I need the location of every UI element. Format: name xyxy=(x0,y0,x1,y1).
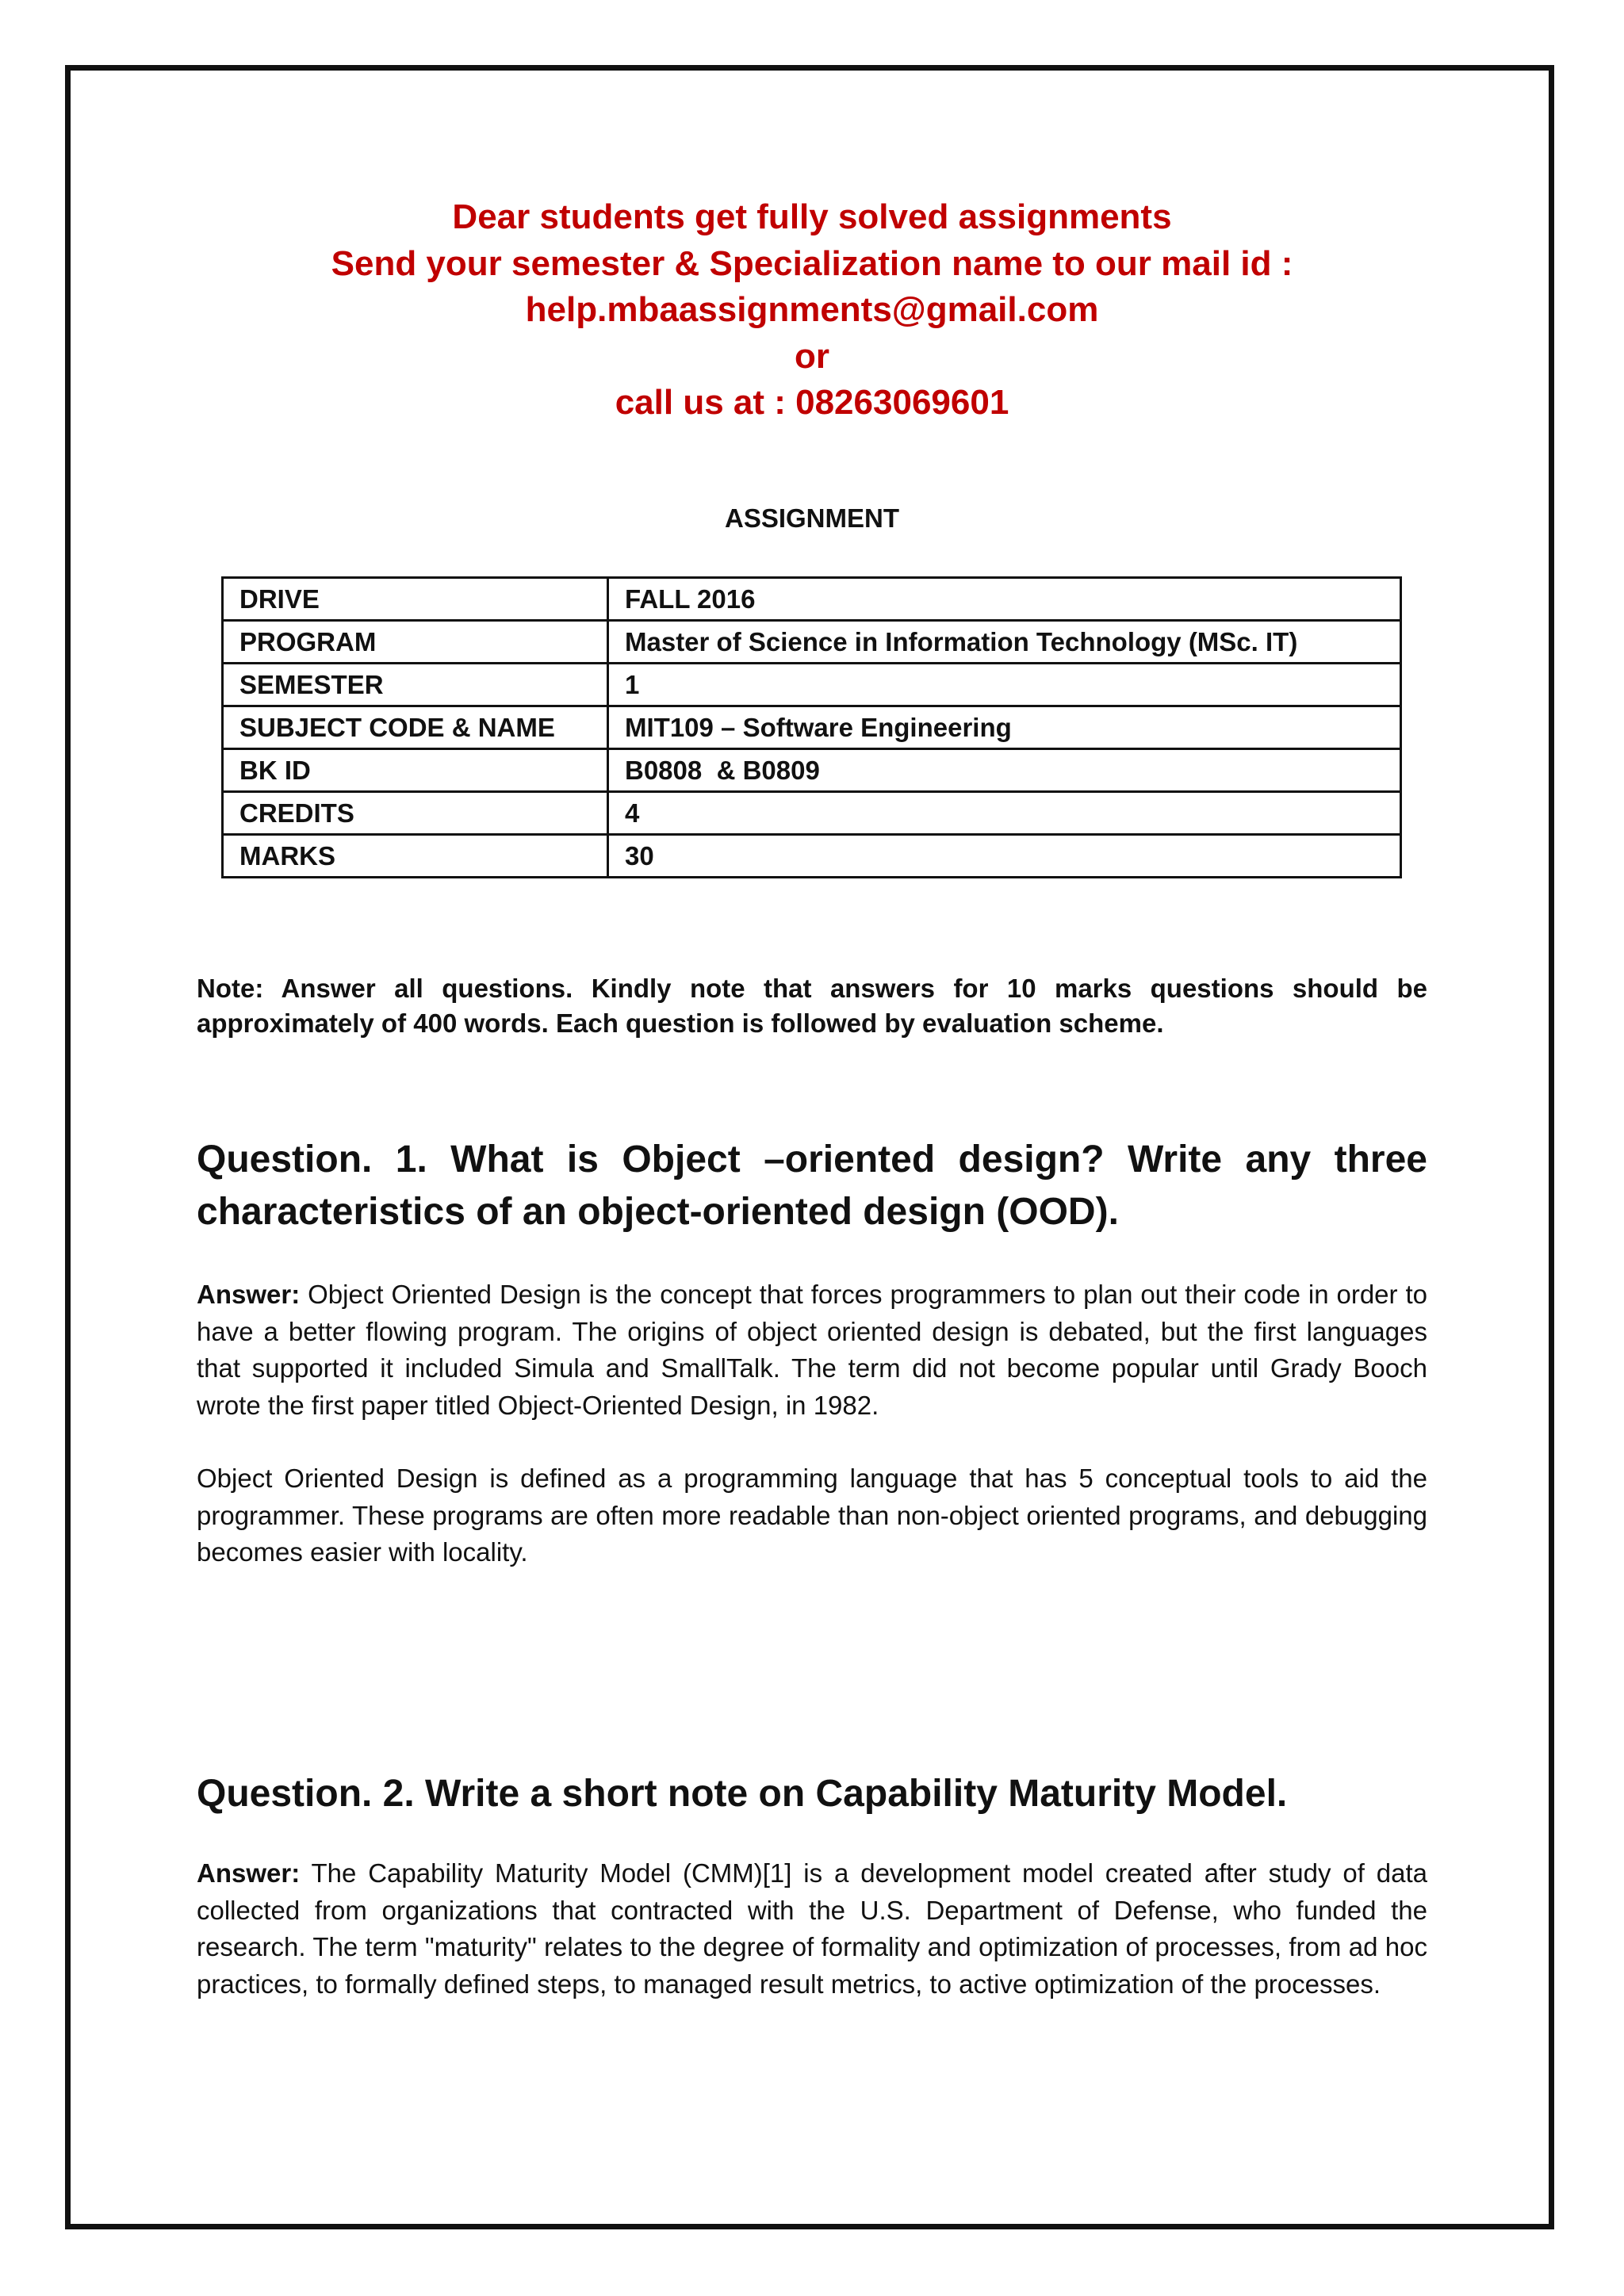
info-key: BK ID xyxy=(223,749,608,792)
question-2-title: Question. 2. Write a short note on Capability Maturity Model. xyxy=(197,1773,1288,1815)
info-key: PROGRAM xyxy=(223,621,608,664)
promo-phone: call us at : 08263069601 xyxy=(615,383,1009,422)
table-row xyxy=(223,706,1401,749)
assignment-heading: ASSIGNMENT xyxy=(724,503,899,533)
question-1-title: Question. 1. What is Object –oriented design? Write any three characteristics of an object-oriented design (OOD). xyxy=(197,1138,1427,1233)
promo-line-1: Dear students get fully solved assignments xyxy=(452,197,1172,236)
info-key: SUBJECT CODE & NAME xyxy=(223,706,608,749)
answer-text: The Capability Maturity Model (CMM)[1] is a development model created after study of data collected from organizations that contracted with the U.S. Department of Defense, who funded the research. The term "maturity" relates to the degree of formality and optimization of processes, from ad hoc practices, to formally defined steps, to managed result metrics, to active optimization of the processes. xyxy=(197,1858,1427,1999)
info-value: 4 xyxy=(608,792,1401,835)
table-row xyxy=(223,578,1401,621)
answer-label: Answer: xyxy=(197,1858,301,1888)
info-key: MARKS xyxy=(223,835,608,878)
promo-or: or xyxy=(795,336,829,376)
answer-label: Answer: xyxy=(197,1280,301,1309)
table-row xyxy=(223,835,1401,878)
info-key: SEMESTER xyxy=(223,664,608,706)
answer-text: Object Oriented Design is the concept that forces programmers to plan out their code in order to have a better flowing program. The origins of object oriented design is debated, but the first languages that supported it included Simula and SmallTalk. The term did not become popular until Grady Booch wrote the first paper titled Object-Oriented Design, in 1982. xyxy=(197,1280,1427,1420)
promo-banner xyxy=(0,194,1624,427)
info-value: 30 xyxy=(608,835,1401,878)
promo-email: help.mbaassignments@gmail.com xyxy=(525,290,1099,329)
info-value: B0808 & B0809 xyxy=(608,749,1401,792)
assignment-info-table xyxy=(221,576,1402,878)
question-1-answer xyxy=(197,1276,1427,1424)
table-row xyxy=(223,664,1401,706)
info-key: DRIVE xyxy=(223,578,608,621)
instructions-note: Note: Answer all questions. Kindly note that answers for 10 marks questions should be approximately of 400 words. Each question is followed by evaluation scheme. xyxy=(197,974,1427,1038)
info-value: FALL 2016 xyxy=(608,578,1401,621)
table-row xyxy=(223,621,1401,664)
table-row xyxy=(223,749,1401,792)
info-key: CREDITS xyxy=(223,792,608,835)
info-value: 1 xyxy=(608,664,1401,706)
promo-line-2: Send your semester & Specialization name to our mail id : xyxy=(331,243,1293,283)
question-1-paragraph-2: Object Oriented Design is defined as a programming language that has 5 conceptual tools to aid the programmer. These programs are often more readable than non-object oriented programs, and debugging becomes easier with locality. xyxy=(197,1464,1427,1567)
table-row xyxy=(223,792,1401,835)
question-2-answer xyxy=(197,1855,1427,2003)
info-value: MIT109 – Software Engineering xyxy=(608,706,1401,749)
info-value: Master of Science in Information Technology (MSc. IT) xyxy=(608,621,1401,664)
